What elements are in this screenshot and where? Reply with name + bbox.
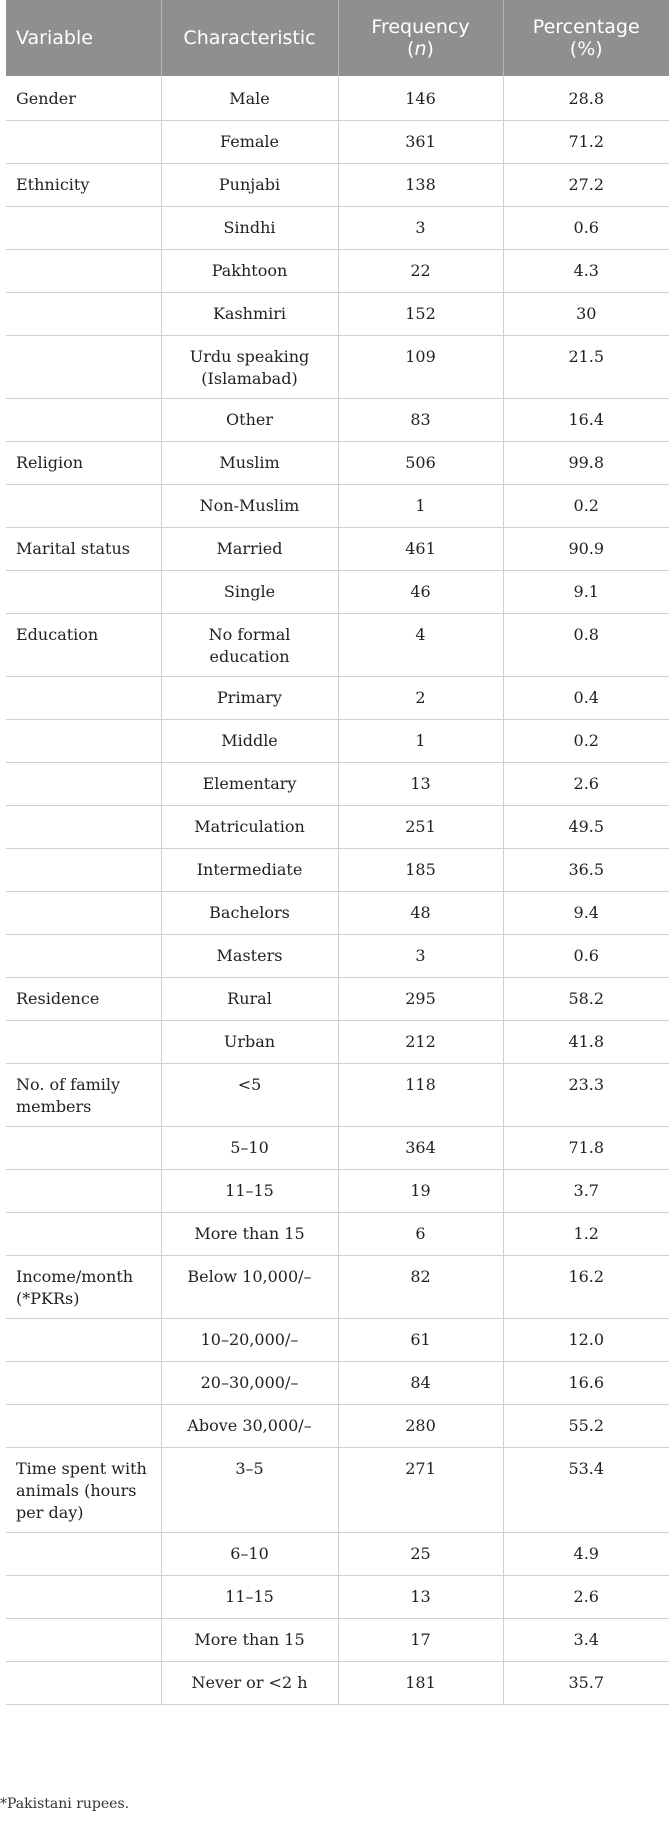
cell-variable bbox=[6, 1405, 161, 1448]
table-row bbox=[6, 442, 669, 485]
cell-variable bbox=[6, 1533, 161, 1576]
table-row bbox=[6, 528, 669, 571]
header-frequency: Frequency (n) bbox=[338, 0, 503, 76]
table-row bbox=[6, 121, 669, 164]
header-variable bbox=[6, 0, 161, 76]
cell-characteristic: Intermediate bbox=[161, 849, 338, 892]
cell-frequency: 212 bbox=[338, 1021, 503, 1064]
table-row bbox=[6, 1127, 669, 1170]
cell-frequency: 84 bbox=[338, 1362, 503, 1405]
table-row bbox=[6, 1319, 669, 1362]
cell-frequency: 1 bbox=[338, 485, 503, 528]
header-percentage bbox=[503, 0, 669, 76]
header-percentage-label: Percentage bbox=[532, 16, 640, 38]
cell-frequency: 461 bbox=[338, 528, 503, 571]
cell-frequency: 138 bbox=[338, 164, 503, 207]
cell-variable bbox=[6, 1662, 161, 1705]
cell-percentage: 1.2 bbox=[503, 1213, 669, 1256]
cell-frequency: 185 bbox=[338, 849, 503, 892]
cell-characteristic: Non-Muslim bbox=[161, 485, 338, 528]
cell-characteristic: Sindhi bbox=[161, 207, 338, 250]
cell-variable bbox=[6, 935, 161, 978]
cell-variable: Marital status bbox=[6, 528, 161, 571]
table-row bbox=[6, 677, 669, 720]
cell-variable: Residence bbox=[6, 978, 161, 1021]
table-row bbox=[6, 892, 669, 935]
demographics-table-container bbox=[6, 0, 669, 1705]
demographics-table bbox=[6, 0, 669, 1705]
cell-frequency: 2 bbox=[338, 677, 503, 720]
cell-percentage: 90.9 bbox=[503, 528, 669, 571]
cell-characteristic: More than 15 bbox=[161, 1213, 338, 1256]
cell-percentage: 0.6 bbox=[503, 935, 669, 978]
table-row bbox=[6, 1619, 669, 1662]
table-row bbox=[6, 1362, 669, 1405]
footnote: *Pakistani rupees. bbox=[0, 1796, 130, 1812]
header-frequency-label: Frequency bbox=[371, 16, 470, 38]
cell-percentage: 2.6 bbox=[503, 763, 669, 806]
cell-frequency: 3 bbox=[338, 207, 503, 250]
cell-percentage: 53.4 bbox=[503, 1448, 669, 1533]
cell-percentage: 4.9 bbox=[503, 1533, 669, 1576]
cell-characteristic: Other bbox=[161, 399, 338, 442]
header-percentage-unit: (%) bbox=[569, 38, 603, 60]
cell-frequency: 146 bbox=[338, 76, 503, 121]
cell-characteristic: 10–20,000/– bbox=[161, 1319, 338, 1362]
cell-variable bbox=[6, 1170, 161, 1213]
cell-variable bbox=[6, 250, 161, 293]
cell-percentage: 23.3 bbox=[503, 1064, 669, 1127]
header-frequency-unit: n bbox=[414, 38, 427, 60]
cell-variable: Gender bbox=[6, 76, 161, 121]
cell-percentage: 36.5 bbox=[503, 849, 669, 892]
cell-characteristic: 3–5 bbox=[161, 1448, 338, 1533]
cell-characteristic: <5 bbox=[161, 1064, 338, 1127]
cell-variable bbox=[6, 399, 161, 442]
cell-frequency: 1 bbox=[338, 720, 503, 763]
table-row bbox=[6, 1533, 669, 1576]
cell-percentage: 28.8 bbox=[503, 76, 669, 121]
cell-percentage: 21.5 bbox=[503, 336, 669, 399]
cell-characteristic: 20–30,000/– bbox=[161, 1362, 338, 1405]
table-row bbox=[6, 763, 669, 806]
cell-frequency: 506 bbox=[338, 442, 503, 485]
cell-frequency: 83 bbox=[338, 399, 503, 442]
cell-characteristic: Punjabi bbox=[161, 164, 338, 207]
cell-characteristic: Middle bbox=[161, 720, 338, 763]
cell-characteristic: Elementary bbox=[161, 763, 338, 806]
cell-frequency: 364 bbox=[338, 1127, 503, 1170]
cell-frequency: 152 bbox=[338, 293, 503, 336]
cell-variable bbox=[6, 892, 161, 935]
cell-variable bbox=[6, 1127, 161, 1170]
cell-frequency: 280 bbox=[338, 1405, 503, 1448]
cell-percentage: 27.2 bbox=[503, 164, 669, 207]
table-row bbox=[6, 76, 669, 121]
cell-characteristic: Urdu speaking (Islamabad) bbox=[161, 336, 338, 399]
cell-variable bbox=[6, 336, 161, 399]
table-row bbox=[6, 336, 669, 399]
cell-characteristic: Single bbox=[161, 571, 338, 614]
table-row bbox=[6, 1405, 669, 1448]
cell-frequency: 22 bbox=[338, 250, 503, 293]
cell-characteristic: Male bbox=[161, 76, 338, 121]
cell-characteristic: Matriculation bbox=[161, 806, 338, 849]
cell-percentage: 16.2 bbox=[503, 1256, 669, 1319]
table-row bbox=[6, 1662, 669, 1705]
cell-variable: Ethnicity bbox=[6, 164, 161, 207]
cell-characteristic: Urban bbox=[161, 1021, 338, 1064]
cell-variable bbox=[6, 1362, 161, 1405]
table-body bbox=[6, 76, 669, 1705]
cell-variable bbox=[6, 1319, 161, 1362]
table-header bbox=[6, 0, 669, 76]
cell-percentage: 99.8 bbox=[503, 442, 669, 485]
cell-variable: Income/month (*PKRs) bbox=[6, 1256, 161, 1319]
cell-frequency: 109 bbox=[338, 336, 503, 399]
table-row bbox=[6, 1448, 669, 1533]
table-row bbox=[6, 571, 669, 614]
cell-variable bbox=[6, 207, 161, 250]
table-row bbox=[6, 1256, 669, 1319]
table-row bbox=[6, 849, 669, 892]
table-row bbox=[6, 806, 669, 849]
cell-percentage: 30 bbox=[503, 293, 669, 336]
cell-characteristic: 5–10 bbox=[161, 1127, 338, 1170]
cell-variable bbox=[6, 677, 161, 720]
cell-characteristic: 11–15 bbox=[161, 1170, 338, 1213]
cell-characteristic: More than 15 bbox=[161, 1619, 338, 1662]
cell-frequency: 361 bbox=[338, 121, 503, 164]
table-row bbox=[6, 164, 669, 207]
cell-percentage: 3.4 bbox=[503, 1619, 669, 1662]
header-characteristic-label: Characteristic bbox=[183, 27, 316, 49]
table-row bbox=[6, 935, 669, 978]
cell-characteristic: Above 30,000/– bbox=[161, 1405, 338, 1448]
cell-frequency: 82 bbox=[338, 1256, 503, 1319]
cell-characteristic: No formal education bbox=[161, 614, 338, 677]
cell-percentage: 4.3 bbox=[503, 250, 669, 293]
cell-variable bbox=[6, 849, 161, 892]
table-row bbox=[6, 207, 669, 250]
cell-percentage: 2.6 bbox=[503, 1576, 669, 1619]
cell-characteristic: Pakhtoon bbox=[161, 250, 338, 293]
header-characteristic bbox=[161, 0, 338, 76]
cell-frequency: 17 bbox=[338, 1619, 503, 1662]
cell-percentage: 55.2 bbox=[503, 1405, 669, 1448]
cell-variable bbox=[6, 763, 161, 806]
cell-percentage: 0.2 bbox=[503, 485, 669, 528]
cell-percentage: 9.1 bbox=[503, 571, 669, 614]
cell-frequency: 6 bbox=[338, 1213, 503, 1256]
cell-percentage: 16.4 bbox=[503, 399, 669, 442]
cell-variable bbox=[6, 1213, 161, 1256]
table-row bbox=[6, 293, 669, 336]
cell-frequency: 25 bbox=[338, 1533, 503, 1576]
cell-percentage: 58.2 bbox=[503, 978, 669, 1021]
cell-variable: Religion bbox=[6, 442, 161, 485]
cell-frequency: 4 bbox=[338, 614, 503, 677]
cell-characteristic: Never or <2 h bbox=[161, 1662, 338, 1705]
cell-percentage: 12.0 bbox=[503, 1319, 669, 1362]
cell-frequency: 295 bbox=[338, 978, 503, 1021]
cell-variable bbox=[6, 1576, 161, 1619]
cell-frequency: 13 bbox=[338, 1576, 503, 1619]
cell-percentage: 49.5 bbox=[503, 806, 669, 849]
cell-percentage: 9.4 bbox=[503, 892, 669, 935]
cell-percentage: 35.7 bbox=[503, 1662, 669, 1705]
cell-frequency: 19 bbox=[338, 1170, 503, 1213]
header-variable-label: Variable bbox=[16, 27, 93, 49]
table-row bbox=[6, 1021, 669, 1064]
cell-characteristic: Bachelors bbox=[161, 892, 338, 935]
cell-frequency: 118 bbox=[338, 1064, 503, 1127]
table-row bbox=[6, 1170, 669, 1213]
cell-frequency: 3 bbox=[338, 935, 503, 978]
cell-percentage: 0.8 bbox=[503, 614, 669, 677]
table-row bbox=[6, 1064, 669, 1127]
table-row bbox=[6, 614, 669, 677]
cell-characteristic: Muslim bbox=[161, 442, 338, 485]
table-row bbox=[6, 1576, 669, 1619]
cell-characteristic: 11–15 bbox=[161, 1576, 338, 1619]
cell-variable bbox=[6, 293, 161, 336]
cell-characteristic: Rural bbox=[161, 978, 338, 1021]
cell-percentage: 71.2 bbox=[503, 121, 669, 164]
table-row bbox=[6, 399, 669, 442]
cell-variable: No. of family members bbox=[6, 1064, 161, 1127]
table-row bbox=[6, 1213, 669, 1256]
cell-variable bbox=[6, 1021, 161, 1064]
header-row bbox=[6, 0, 669, 76]
table-row bbox=[6, 485, 669, 528]
cell-frequency: 61 bbox=[338, 1319, 503, 1362]
cell-percentage: 71.8 bbox=[503, 1127, 669, 1170]
cell-characteristic: 6–10 bbox=[161, 1533, 338, 1576]
cell-percentage: 41.8 bbox=[503, 1021, 669, 1064]
table-row bbox=[6, 720, 669, 763]
table-row bbox=[6, 250, 669, 293]
cell-frequency: 271 bbox=[338, 1448, 503, 1533]
cell-percentage: 3.7 bbox=[503, 1170, 669, 1213]
cell-characteristic: Female bbox=[161, 121, 338, 164]
cell-percentage: 0.4 bbox=[503, 677, 669, 720]
cell-percentage: 16.6 bbox=[503, 1362, 669, 1405]
cell-frequency: 13 bbox=[338, 763, 503, 806]
cell-variable bbox=[6, 806, 161, 849]
cell-frequency: 251 bbox=[338, 806, 503, 849]
cell-frequency: 181 bbox=[338, 1662, 503, 1705]
cell-variable: Education bbox=[6, 614, 161, 677]
table-row bbox=[6, 978, 669, 1021]
cell-characteristic: Married bbox=[161, 528, 338, 571]
cell-variable bbox=[6, 571, 161, 614]
cell-frequency: 46 bbox=[338, 571, 503, 614]
cell-variable bbox=[6, 485, 161, 528]
cell-variable bbox=[6, 720, 161, 763]
cell-variable: Time spent with animals (hours per day) bbox=[6, 1448, 161, 1533]
cell-percentage: 0.2 bbox=[503, 720, 669, 763]
cell-characteristic: Masters bbox=[161, 935, 338, 978]
cell-characteristic: Below 10,000/– bbox=[161, 1256, 338, 1319]
cell-frequency: 48 bbox=[338, 892, 503, 935]
cell-percentage: 0.6 bbox=[503, 207, 669, 250]
cell-variable bbox=[6, 121, 161, 164]
cell-characteristic: Kashmiri bbox=[161, 293, 338, 336]
cell-variable bbox=[6, 1619, 161, 1662]
cell-characteristic: Primary bbox=[161, 677, 338, 720]
